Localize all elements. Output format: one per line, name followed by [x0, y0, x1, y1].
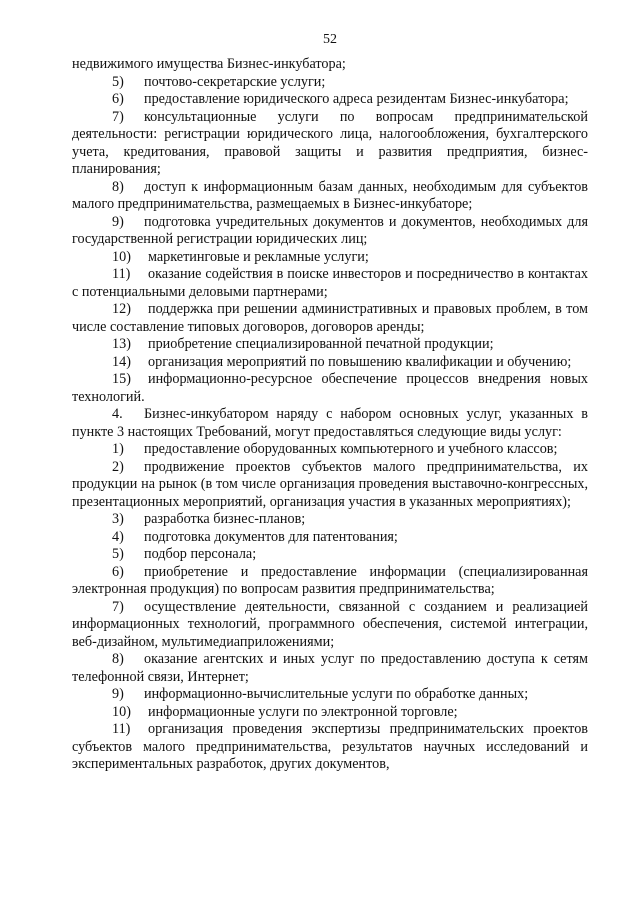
- list-item-text: приобретение специализированной печатной продукции;: [148, 336, 494, 352]
- list-item-number: 4): [112, 528, 124, 545]
- list-item-number: 6): [112, 91, 124, 107]
- list-item-number: 11): [112, 266, 131, 282]
- list-item: [72, 74, 588, 92]
- page-number: 52: [323, 32, 337, 47]
- list-item-number: 8): [112, 651, 124, 667]
- list-item-text: недвижимого имущества Бизнес-инкубатора;: [72, 56, 346, 72]
- list-item-number: 5): [112, 546, 124, 562]
- list-item-text: Бизнес-инкубатором наряду с набором основных услуг, указанных в пункте 3 настоящих Требований, могут предоставляться следующие виды услуг:: [72, 406, 588, 440]
- list-item-text: информационно-ресурсное обеспечение процессов внедрения новых технологий.: [72, 371, 588, 405]
- list-item-number: 14): [112, 353, 131, 370]
- list-item-text: подготовка документов для патентования;: [144, 528, 398, 545]
- list-item-text: почтово-секретарские услуги;: [144, 73, 326, 90]
- list-item: [72, 91, 588, 109]
- list-item-number: 7): [112, 108, 124, 125]
- list-item-number: 10): [112, 703, 131, 720]
- list-item-number: 4.: [112, 406, 123, 422]
- list-item-text: информационные услуги по электронной торговле;: [148, 703, 458, 720]
- list-item: [72, 441, 588, 459]
- list-item: [72, 651, 588, 686]
- list-item-text: продвижение проектов субъектов малого предпринимательства, их продукции на рынок (в том числе организация проведения выставочно-конгрессных, презентационных мероприятий, организация участия в указанных мероприятиях);: [72, 458, 588, 510]
- list-item-text: разработка бизнес-планов;: [144, 511, 306, 527]
- list-item: [72, 179, 588, 214]
- list-item-number: 1): [112, 441, 124, 457]
- list-item-number: 12): [112, 301, 131, 317]
- paragraph-continuation: [72, 56, 588, 74]
- list-item-text: информационно-вычислительные услуги по обработке данных;: [144, 686, 529, 702]
- list-item-text: подбор персонала;: [144, 546, 257, 562]
- list-item-number: 13): [112, 336, 131, 352]
- document-body: [72, 56, 588, 774]
- document-page: [72, 30, 588, 774]
- list-item-text: осуществление деятельности, связанной с созданием и реализацией информационных технологий, программного обеспечения, системой интеграции, веб-дизайном, мультимедиаприложениями;: [72, 598, 588, 650]
- list-item-number: 2): [112, 458, 124, 475]
- list-item-text: предоставление юридического адреса резидентам Бизнес-инкубатора;: [144, 91, 569, 107]
- list-item: [72, 721, 588, 774]
- list-item: [72, 459, 588, 512]
- list-item-number: 9): [112, 213, 124, 230]
- list-item-text: консультационные услуги по вопросам предпринимательской деятельности: регистрации юридического лица, налогообложения, бухгалтерского учета, кредитования, правовой защиты и развития предприятия, бизнес-планирования;: [72, 108, 588, 177]
- list-item: [72, 354, 588, 372]
- list-item-text: оказание содействия в поиске инвесторов и посредничество в контактах с потенциальными деловыми партнерами;: [72, 266, 588, 300]
- list-item: [72, 266, 588, 301]
- list-item-text: подготовка учредительных документов и документов, необходимых для государственной регистрации юридических лиц;: [72, 213, 588, 247]
- list-item: [72, 301, 588, 336]
- list-item-number: 3): [112, 511, 124, 527]
- list-item-number: 15): [112, 371, 131, 387]
- list-item: [72, 214, 588, 249]
- list-item-text: поддержка при решении административных и правовых проблем, в том числе составление типовых договоров, договоров аренды;: [72, 301, 588, 335]
- list-item: [72, 546, 588, 564]
- list-item: [72, 529, 588, 547]
- list-item-number: 7): [112, 598, 124, 615]
- list-item: [72, 249, 588, 267]
- list-item: [72, 406, 588, 441]
- list-item-text: маркетинговые и рекламные услуги;: [148, 248, 369, 265]
- list-item-text: организация мероприятий по повышению квалификации и обучению;: [148, 353, 572, 370]
- list-item-text: приобретение и предоставление информации (специализированная электронная продукция) по вопросам развития предпринимательства;: [72, 563, 588, 597]
- list-item: [72, 511, 588, 529]
- list-item-text: доступ к информационным базам данных, необходимым для субъектов малого предпринимательства, размещаемых в Бизнес-инкубаторе;: [72, 178, 588, 212]
- list-item-number: 8): [112, 178, 124, 195]
- list-item: [72, 686, 588, 704]
- list-item: [72, 564, 588, 599]
- list-item-number: 11): [112, 721, 131, 737]
- list-item: [72, 109, 588, 179]
- list-item: [72, 599, 588, 652]
- list-item: [72, 704, 588, 722]
- list-item-number: 5): [112, 73, 124, 90]
- list-item-text: организация проведения экспертизы предпринимательских проектов субъектов малого предпринимательства, результатов научных исследований и экспериментальных разработок, других документов,: [72, 721, 588, 772]
- list-item-number: 6): [112, 563, 124, 580]
- list-item: [72, 371, 588, 406]
- list-item-number: 9): [112, 686, 124, 702]
- list-item-text: предоставление оборудованных компьютерного и учебного классов;: [144, 441, 558, 457]
- list-item: [72, 336, 588, 354]
- list-item-text: оказание агентских и иных услуг по предоставлению доступа к сетям телефонной связи, Интернет;: [72, 651, 588, 685]
- list-item-number: 10): [112, 248, 131, 265]
